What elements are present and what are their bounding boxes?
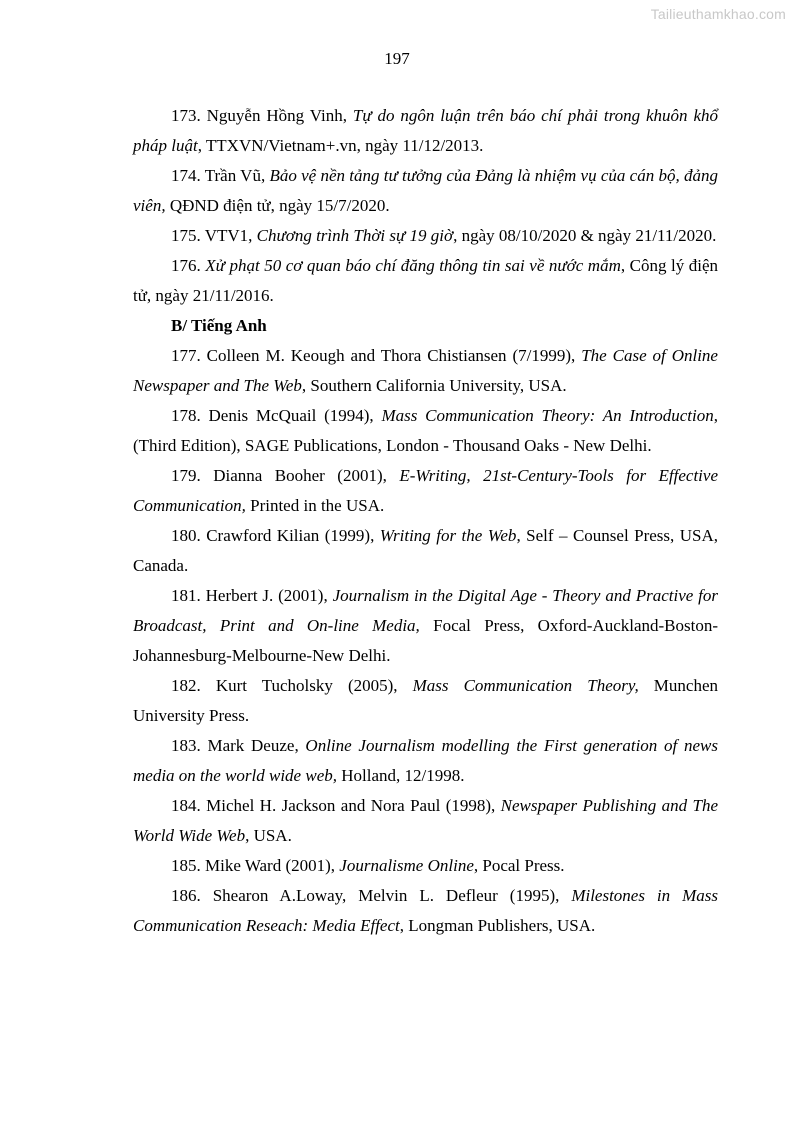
reference-entry-173 — [133, 101, 718, 161]
entry-lead: 179. Dianna Booher (2001), — [171, 466, 400, 485]
entry-lead: 175. VTV1, — [171, 226, 257, 245]
entry-title: Xử phạt 50 cơ quan báo chí đăng thông tin sai về nước mắm — [205, 256, 621, 275]
entry-title: Newspaper Publishing and The World Wide Web — [133, 796, 719, 845]
reference-entry-174 — [133, 161, 718, 221]
entry-tail: , Pocal Press. — [473, 856, 565, 875]
watermark: Tailieuthamkhao.com — [650, 6, 786, 22]
entry-tail: , Longman Publishers, USA. — [399, 916, 596, 935]
entry-lead: 186. Shearon A.Loway, Melvin L. Defleur (1995), — [171, 886, 572, 905]
entry-lead: 182. Kurt Tucholsky (2005), — [171, 676, 413, 695]
entry-lead: 180. Crawford Kilian (1999), — [171, 526, 380, 545]
entry-title: Mass Communication Theory, — [412, 676, 639, 695]
reference-entry-185 — [133, 851, 718, 881]
entry-title: Tự do ngôn luận trên báo chí phải trong khuôn khổ pháp luật — [133, 106, 718, 155]
entry-title: Journalism in the Digital Age - Theory and Practive for Broadcast, Print and On-line Media, — [133, 586, 719, 635]
entry-title: Mass Communication Theory: An Introduction — [381, 406, 714, 425]
reference-entry-180 — [133, 521, 718, 581]
reference-entry-186 — [133, 881, 718, 941]
entry-lead: 177. Colleen M. Keough and Thora Chistiansen (7/1999), — [171, 346, 582, 365]
entry-tail: Printed in the USA. — [245, 496, 385, 515]
entry-tail: , USA. — [245, 826, 292, 845]
reference-entry-176 — [133, 251, 718, 311]
reference-entry-181 — [133, 581, 718, 671]
entry-lead: 176. — [171, 256, 206, 275]
entry-tail: , (Third Edition), SAGE Publications, London - Thousand Oaks - New Delhi. — [133, 406, 718, 455]
reference-entry-183 — [133, 731, 718, 791]
reference-entry-175 — [133, 221, 718, 251]
reference-entry-178 — [133, 401, 718, 461]
entry-tail: , TTXVN/Vietnam+.vn, ngày 11/12/2013. — [197, 136, 484, 155]
entry-title: Writing for the Web — [379, 526, 517, 545]
reference-entry-182 — [133, 671, 718, 731]
entry-title: Journalisme Online — [339, 856, 474, 875]
reference-entry-179 — [133, 461, 718, 521]
entry-lead: 174. Trần Vũ, — [171, 166, 270, 185]
entry-lead: 183. Mark Deuze, — [171, 736, 306, 755]
entry-lead: 181. Herbert J. (2001), — [171, 586, 333, 605]
section-heading: B/ Tiếng Anh — [171, 316, 267, 335]
entry-tail: , Southern California University, USA. — [301, 376, 567, 395]
entry-title: Milestones in Mass Communication Reseach: Media Effect — [133, 886, 718, 935]
reference-entry-184 — [133, 791, 718, 851]
entry-lead: 178. Denis McQuail (1994), — [171, 406, 382, 425]
entry-tail: QĐND điện tử, ngày 15/7/2020. — [165, 196, 390, 215]
entry-tail: Munchen University Press. — [133, 676, 718, 725]
entry-lead: 185. Mike Ward (2001), — [171, 856, 340, 875]
reference-entry-177 — [133, 341, 718, 401]
entry-tail: , Công lý điện tử, ngày 21/11/2016. — [133, 256, 719, 305]
entry-lead: 184. Michel H. Jackson and Nora Paul (1998), — [171, 796, 501, 815]
entry-title: Online Journalism modelling the First generation of news media on the world wide web, — [133, 736, 718, 785]
entry-tail: Focal Press, Oxford-Auckland-Boston-Johannesburg-Melbourne-New Delhi. — [133, 616, 719, 665]
entry-tail: , ngày 08/10/2020 & ngày 21/11/2020. — [453, 226, 717, 245]
entry-title: Bảo vệ nền tảng tư tưởng của Đảng là nhiệm vụ của cán bộ, đảng viên, — [133, 166, 718, 215]
entry-title: Chương trình Thời sự 19 giờ — [256, 226, 454, 245]
entry-lead: 173. Nguyễn Hồng Vinh, — [171, 106, 353, 125]
page-number: 197 — [384, 49, 410, 68]
entry-title: E-Writing, 21st-Century-Tools for Effective Communication, — [133, 466, 718, 515]
reference-list — [133, 101, 718, 941]
entry-tail: Holland, 12/1998. — [336, 766, 465, 785]
entry-tail: , Self – Counsel Press, USA, Canada. — [133, 526, 718, 575]
entry-title: The Case of Online Newspaper and The Web — [133, 346, 718, 395]
